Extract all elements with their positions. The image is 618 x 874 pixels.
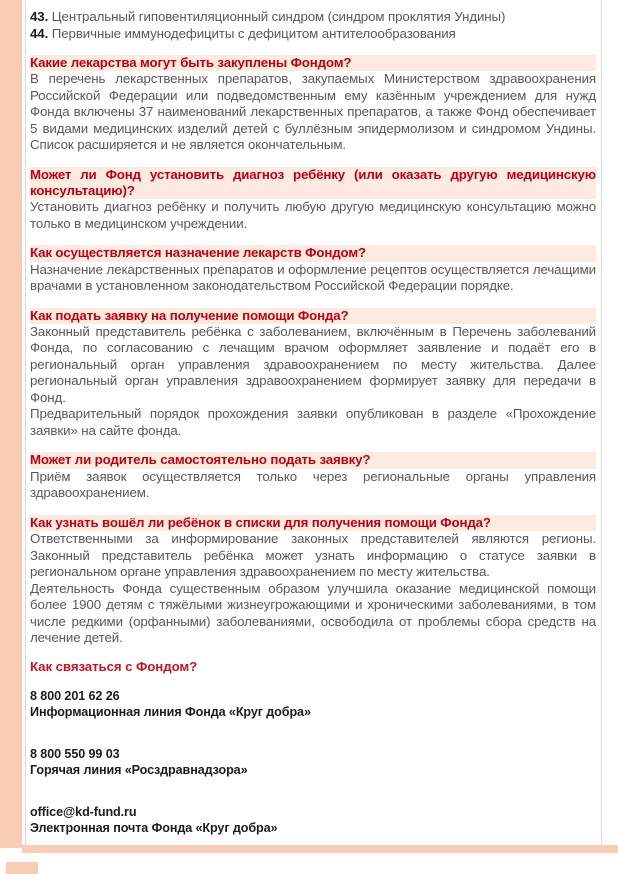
contact-email-label: Электронная почта Фонда «Круг добра»: [30, 820, 278, 835]
contacts-section: [30, 658, 596, 836]
faq-question: Как осуществляется назначение лекарств Фондом?: [30, 245, 596, 261]
list-item-number: 43.: [30, 9, 49, 24]
list-item-number: 44.: [30, 25, 49, 41]
faq-block-medicines: [30, 55, 596, 154]
right-divider-line: [601, 0, 602, 848]
document-content: [30, 0, 596, 845]
faq-question: Как узнать вошёл ли ребёнок в списки для получения помощи Фонда?: [30, 515, 596, 531]
left-accent-stripe: [0, 0, 22, 848]
faq-block-prescription: [30, 245, 596, 294]
faq-answer: Приём заявок осуществляется только через региональные органы управления здравоохранением.: [30, 468, 596, 501]
faq-question: Как подать заявку на получение помощи Фонда?: [30, 308, 596, 324]
faq-question: Может ли родитель самостоятельно подать заявку?: [30, 452, 596, 468]
summary-paragraph: Деятельность Фонда существенным образом улучшила оказание медицинской помощи более 1900 детям с тяжёлыми жизнеугрожающими и хроническими заболеваниями, в том числе редкими (орфанными) заболеваниями, освободила от проблемы сбора средств на лечение детей.: [30, 580, 596, 646]
faq-block-status-check: [30, 515, 596, 581]
bottom-accent-bar: [22, 845, 618, 853]
list-item: [30, 9, 596, 26]
faq-answer: Назначение лекарственных препаратов и оформление рецептов осуществляется лечащими врачами в установленном законодательством Российской Федерации порядке.: [30, 261, 596, 294]
contact-phone-label: Информационная линия Фонда «Круг добра»: [30, 704, 311, 719]
list-item-text: Центральный гиповентиляционный синдром (синдром проклятия Ундины): [51, 9, 506, 24]
faq-block-diagnosis: [30, 167, 596, 233]
faq-block-application: [30, 308, 596, 440]
contact-email-value[interactable]: office@kd-fund.ru: [30, 804, 137, 819]
faq-question: Какие лекарства могут быть закуплены Фондом?: [30, 55, 596, 71]
list-item: [30, 26, 596, 43]
contacts-heading: Как связаться с Фондом?: [30, 658, 198, 674]
contact-entry-info-line: [30, 688, 596, 720]
contact-entry-hotline: [30, 746, 596, 778]
faq-answer: Ответственными за информирование законных представителей являются регионы. Законный представитель ребёнка может узнать информацию о статусе заявки в региональном органе управления здравоохранением по месту жительства.: [30, 531, 596, 580]
contact-phone-value[interactable]: 8 800 550 99 03: [30, 746, 120, 761]
faq-answer: Установить диагноз ребёнку и получить любую другую медицинскую консультацию можно только в медицинском учреждении.: [30, 199, 596, 231]
faq-answer: Предварительный порядок прохождения заявки опубликован в разделе «Прохождение заявки» на сайте фонда.: [30, 406, 596, 438]
bottom-left-accent-chip: [6, 862, 38, 874]
contact-entry-email: [30, 804, 596, 836]
contact-phone-value[interactable]: 8 800 201 62 26: [30, 688, 120, 703]
faq-answer: Законный представитель ребёнка с заболеванием, включённым в Перечень заболеваний Фонда, по согласованию с лечащим врачом оформляет заявление и подаёт его в региональный орган управления здравоохранением по месту жительства. Далее региональный орган управления здравоохранением формирует заявку для передачи в Фонд.: [30, 323, 596, 405]
faq-question: Может ли Фонд установить диагноз ребёнку (или оказать другую медицинскую консультацию)?: [30, 166, 596, 199]
list-item-text: Первичные иммунодефициты с дефицитом антителообразования: [51, 25, 456, 41]
faq-block-parent-application: [30, 452, 596, 501]
contact-phone-label: Горячая линия «Росздравнадзора»: [30, 762, 248, 777]
faq-answer: В перечень лекарственных препаратов, закупаемых Министерством здравоохранения Российской Федерации или подведомственным ему казённым учреждением для нужд Фонда включены 37 наименований лекарственных препаратов, а также Фонд обеспечивает 5 видами медицинских изделий детей с буллёзным эпидермолизом и синдромом Ундины. Список расширяется и не является окончательным.: [30, 71, 596, 153]
left-divider-line: [25, 0, 26, 848]
disease-list: [30, 9, 596, 42]
